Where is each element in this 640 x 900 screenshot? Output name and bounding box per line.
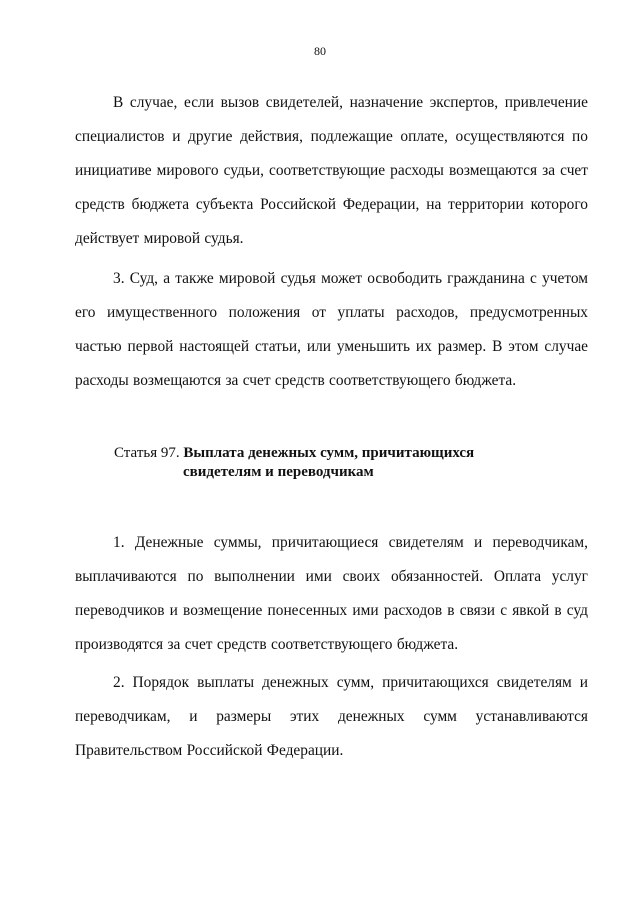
article-97-heading (114, 444, 534, 482)
article-label: Статья 97. (114, 445, 180, 461)
article-title-line1: Выплата денежных сумм, причитающихся (183, 445, 475, 461)
page-number: 80 (314, 44, 326, 58)
paragraph-1-payments: 1. Денежные суммы, причитающиеся свидетелям и переводчикам, выплачиваются по выполнении ими своих обязанностей. Оплата услуг переводчиков и возмещение понесенных ими расходов в связи с явкой в суд производятся за счет средств соответствующего бюджета. (75, 534, 588, 653)
paragraph-expenses-initiative: В случае, если вызов свидетелей, назначение экспертов, привлечение специалистов и другие действия, подлежащие оплате, осуществляются по инициативе мирового судьи, соответствующие расходы возмещаются за счет средств бюджета субъекта Российской Федерации, на территории которого действует мировой судья. (75, 94, 588, 247)
paragraph-2-procedure: 2. Порядок выплаты денежных сумм, причитающихся свидетелям и переводчикам, и размеры этих денежных сумм устанавливаются Правительством Российской Федерации. (75, 674, 588, 759)
article-title-line2: свидетелям и переводчикам (183, 464, 374, 480)
paragraph-3-exemption: 3. Суд, а также мировой судья может освободить гражданина с учетом его имущественного положения от уплаты расходов, предусмотренных частью первой настоящей статьи, или уменьшить их размер. В этом случае расходы возмещаются за счет средств соответствующего бюджета. (75, 270, 588, 389)
